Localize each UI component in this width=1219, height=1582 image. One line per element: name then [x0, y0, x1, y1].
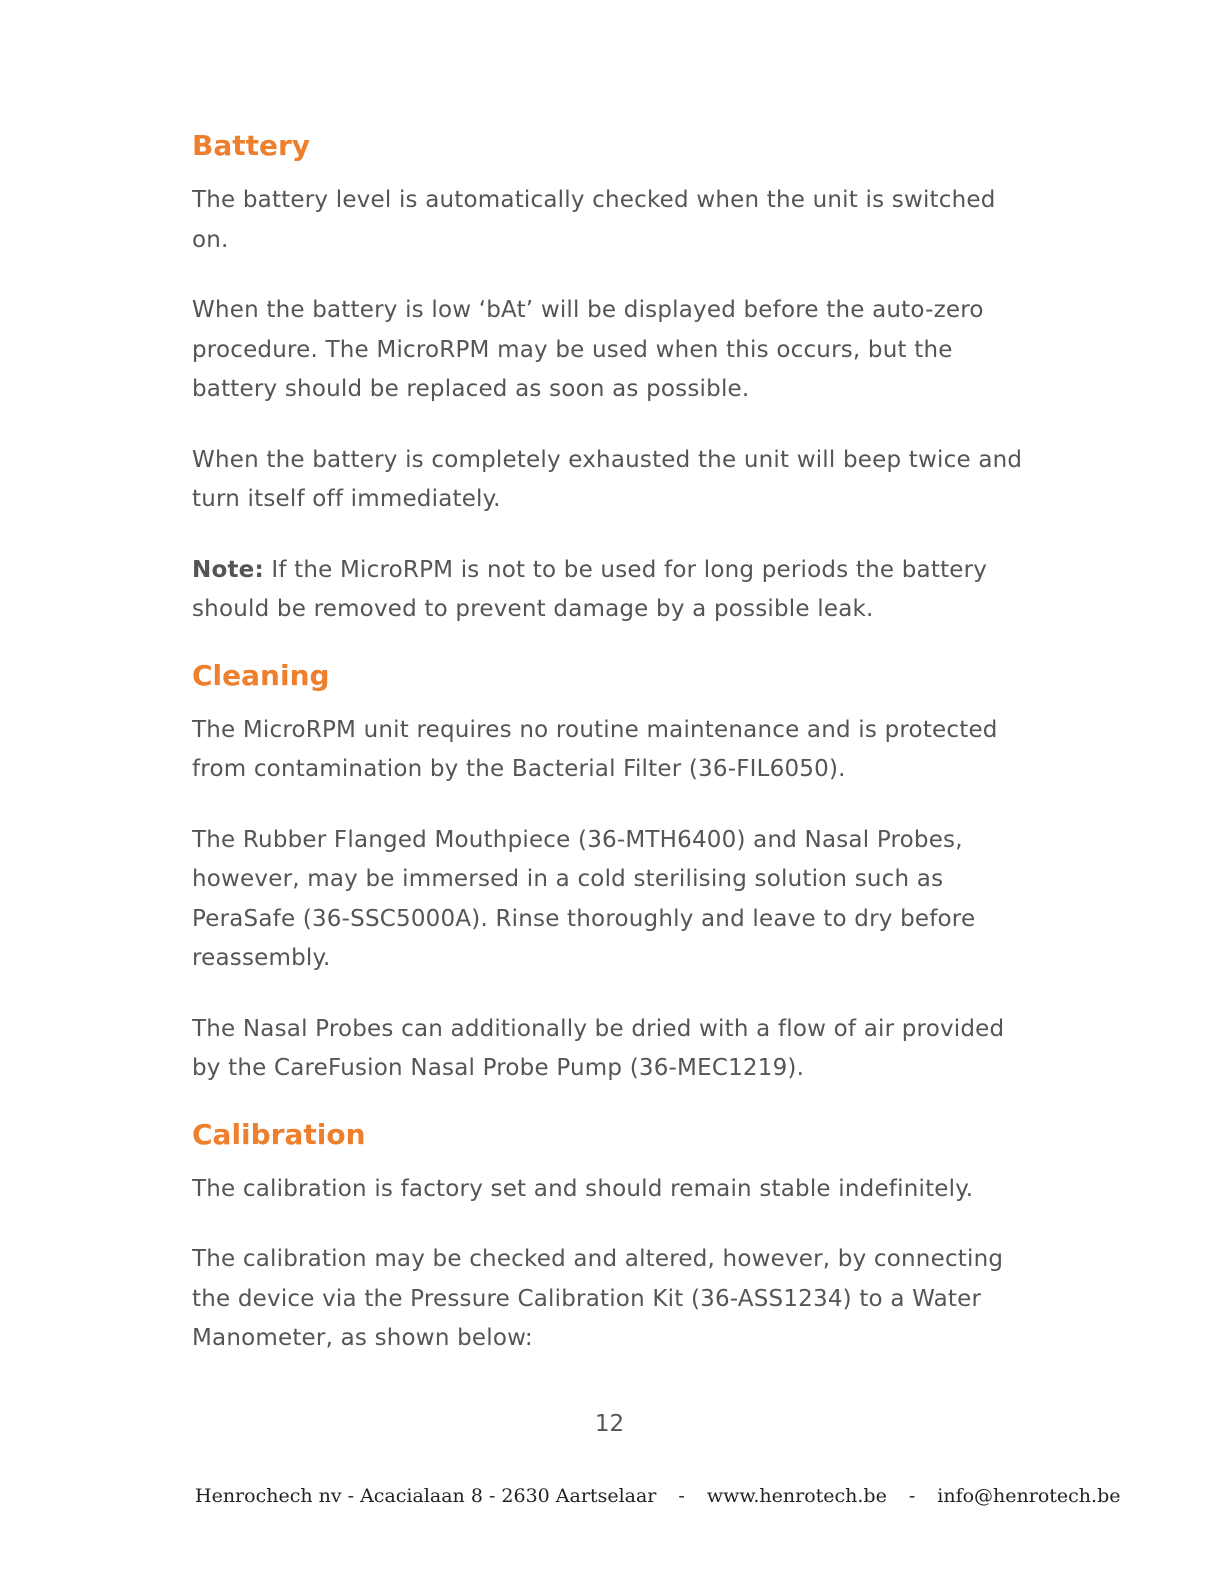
battery-paragraph-2: When the battery is low ‘bAt’ will be displayed before the auto-zero procedure. The MicroRPM may be used when this occurs, but the battery should be replaced as soon as possible.: [192, 297, 984, 402]
calibration-heading: Calibration: [192, 1117, 366, 1151]
battery-note: [192, 551, 1032, 630]
note-text: If the MicroRPM is not to be used for long periods the battery should be removed to prevent damage by a possible leak.: [192, 556, 988, 622]
document-body: [192, 126, 1032, 1359]
note-label: Note:: [192, 556, 264, 583]
footer-separator: -: [908, 1485, 916, 1507]
footer-website: www.henrotech.be: [706, 1485, 887, 1507]
cleaning-paragraph-1: The MicroRPM unit requires no routine maintenance and is protected from contamination by the Bacterial Filter (36-FIL6050).: [192, 716, 998, 782]
cleaning-paragraph-2: The Rubber Flanged Mouthpiece (36-MTH6400) and Nasal Probes, however, may be immersed in a cold sterilising solution such as PeraSafe (36-SSC5000A). Rinse thoroughly and leave to dry before reassembly.: [192, 826, 976, 971]
battery-paragraph-3: When the battery is completely exhausted the unit will beep twice and turn itself off immediately.: [192, 446, 1023, 512]
page-footer: [195, 1482, 1121, 1510]
cleaning-paragraph-3: The Nasal Probes can additionally be dried with a flow of air provided by the CareFusion Nasal Probe Pump (36-MEC1219).: [192, 1015, 1005, 1081]
page-number: 12: [594, 1411, 625, 1437]
calibration-paragraph-2: The calibration may be checked and altered, however, by connecting the device via the Pressure Calibration Kit (36-ASS1234) to a Water Manometer, as shown below:: [192, 1246, 1004, 1351]
calibration-paragraph-1: The calibration is factory set and should remain stable indefinitely.: [192, 1175, 974, 1202]
footer-company: Henrochech nv - Acacialaan 8 - 2630 Aartselaar: [195, 1485, 657, 1507]
footer-separator: -: [678, 1485, 685, 1507]
battery-heading: Battery: [192, 129, 311, 162]
footer-email: info@henrotech.be: [937, 1485, 1121, 1507]
battery-paragraph-1: The battery level is automatically checked when the unit is switched on.: [192, 187, 996, 253]
cleaning-heading: Cleaning: [192, 658, 330, 692]
